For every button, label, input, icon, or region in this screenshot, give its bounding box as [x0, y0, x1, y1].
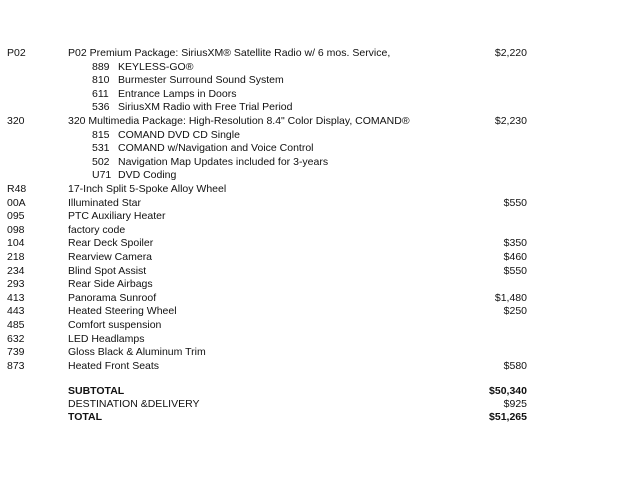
option-description: LED Headlamps [68, 332, 145, 345]
package-subitem [0, 142, 640, 155]
package-subitem [0, 156, 640, 169]
option-row [0, 251, 640, 264]
subitem-label: COMAND DVD CD Single [118, 128, 240, 141]
subitem-text [92, 129, 240, 142]
option-row [0, 278, 640, 291]
option-code: 095 [7, 210, 25, 223]
option-price: $550 [503, 196, 527, 209]
subitem-text [92, 88, 236, 101]
option-row [0, 210, 640, 223]
option-row [0, 265, 640, 278]
destination-value: $925 [503, 398, 527, 410]
option-code: 443 [7, 305, 25, 318]
subitem-text [92, 61, 193, 74]
subitem-code: 531 [92, 142, 110, 155]
package-subitem [0, 169, 640, 182]
subitem-label: Entrance Lamps in Doors [118, 87, 237, 100]
subitem-code: 536 [92, 101, 110, 114]
subitem-text [92, 101, 292, 114]
option-code: 218 [7, 251, 25, 263]
subitem-code: 502 [92, 155, 110, 168]
option-code: 485 [7, 319, 25, 331]
subitem-label: Navigation Map Updates included for 3-years [118, 155, 329, 168]
subitem-code: U71 [92, 169, 112, 182]
option-row [0, 333, 640, 346]
option-price: $250 [503, 305, 527, 318]
option-description: Rear Deck Spoiler [68, 237, 154, 250]
option-description: 320 Multimedia Package: High-Resolution 8.4" Color Display, COMAND® [68, 115, 410, 127]
subtotal-value: $50,340 [489, 385, 527, 397]
subitem-code: 889 [92, 60, 110, 73]
option-code: 739 [7, 346, 25, 359]
option-price: $1,480 [494, 291, 527, 304]
option-code: 632 [7, 332, 25, 345]
option-row [0, 115, 640, 128]
option-code: P02 [7, 47, 26, 59]
total-value: $51,265 [489, 411, 527, 423]
option-description: Panorama Sunroof [68, 291, 157, 304]
option-description: factory code [68, 223, 126, 236]
option-description: Rear Side Airbags [68, 278, 153, 291]
option-row [0, 197, 640, 210]
package-subitem [0, 88, 640, 101]
option-price: $2,220 [494, 47, 527, 59]
option-description: Illuminated Star [68, 196, 141, 209]
destination-row [0, 398, 640, 411]
option-row [0, 346, 640, 359]
option-description: Heated Front Seats [68, 359, 160, 372]
package-subitem [0, 74, 640, 87]
option-code: 320 [7, 115, 25, 127]
option-code: 098 [7, 223, 25, 236]
subitem-code: 815 [92, 128, 110, 141]
option-description: Blind Spot Assist [68, 264, 147, 277]
subitem-text [92, 156, 328, 169]
option-price: $460 [503, 251, 527, 263]
option-description: Rearview Camera [68, 251, 153, 263]
subitem-label: KEYLESS-GO® [118, 60, 194, 73]
option-code: 00A [7, 196, 26, 209]
option-row [0, 319, 640, 332]
option-description: PTC Auxiliary Heater [68, 210, 166, 223]
destination-label: DESTINATION &DELIVERY [68, 398, 200, 410]
subitem-label: Burmester Surround Sound System [118, 74, 284, 87]
option-price: $550 [503, 264, 527, 277]
subitem-label: DVD Coding [118, 169, 177, 182]
option-row [0, 305, 640, 318]
package-subitem [0, 129, 640, 142]
subtotal-row [0, 385, 640, 398]
subitem-text [92, 142, 314, 155]
option-code: R48 [7, 183, 27, 195]
option-price: $580 [503, 359, 527, 372]
package-subitem [0, 61, 640, 74]
subitem-text [92, 74, 284, 87]
option-description: Comfort suspension [68, 319, 162, 331]
option-row [0, 224, 640, 237]
option-description: Gloss Black & Aluminum Trim [68, 346, 206, 359]
package-subitem [0, 101, 640, 114]
option-row [0, 47, 640, 60]
option-price: $2,230 [494, 115, 527, 127]
subitem-label: COMAND w/Navigation and Voice Control [118, 142, 314, 155]
subtotal-label: SUBTOTAL [68, 385, 125, 397]
option-description: Heated Steering Wheel [68, 305, 177, 318]
option-price: $350 [503, 237, 527, 250]
subitem-label: SiriusXM Radio with Free Trial Period [118, 101, 293, 114]
option-code: 293 [7, 278, 25, 291]
option-row [0, 360, 640, 373]
option-row [0, 292, 640, 305]
subitem-text [92, 169, 176, 182]
option-code: 234 [7, 264, 25, 277]
option-description: 17-Inch Split 5-Spoke Alloy Wheel [68, 183, 227, 195]
total-label: TOTAL [68, 411, 103, 423]
option-code: 873 [7, 359, 25, 372]
option-row [0, 237, 640, 250]
total-row [0, 411, 640, 424]
subitem-code: 810 [92, 74, 110, 87]
option-code: 104 [7, 237, 25, 250]
option-code: 413 [7, 291, 25, 304]
option-row [0, 183, 640, 196]
subitem-code: 611 [92, 87, 109, 100]
option-description: P02 Premium Package: SiriusXM® Satellite Radio w/ 6 mos. Service, [68, 47, 391, 59]
